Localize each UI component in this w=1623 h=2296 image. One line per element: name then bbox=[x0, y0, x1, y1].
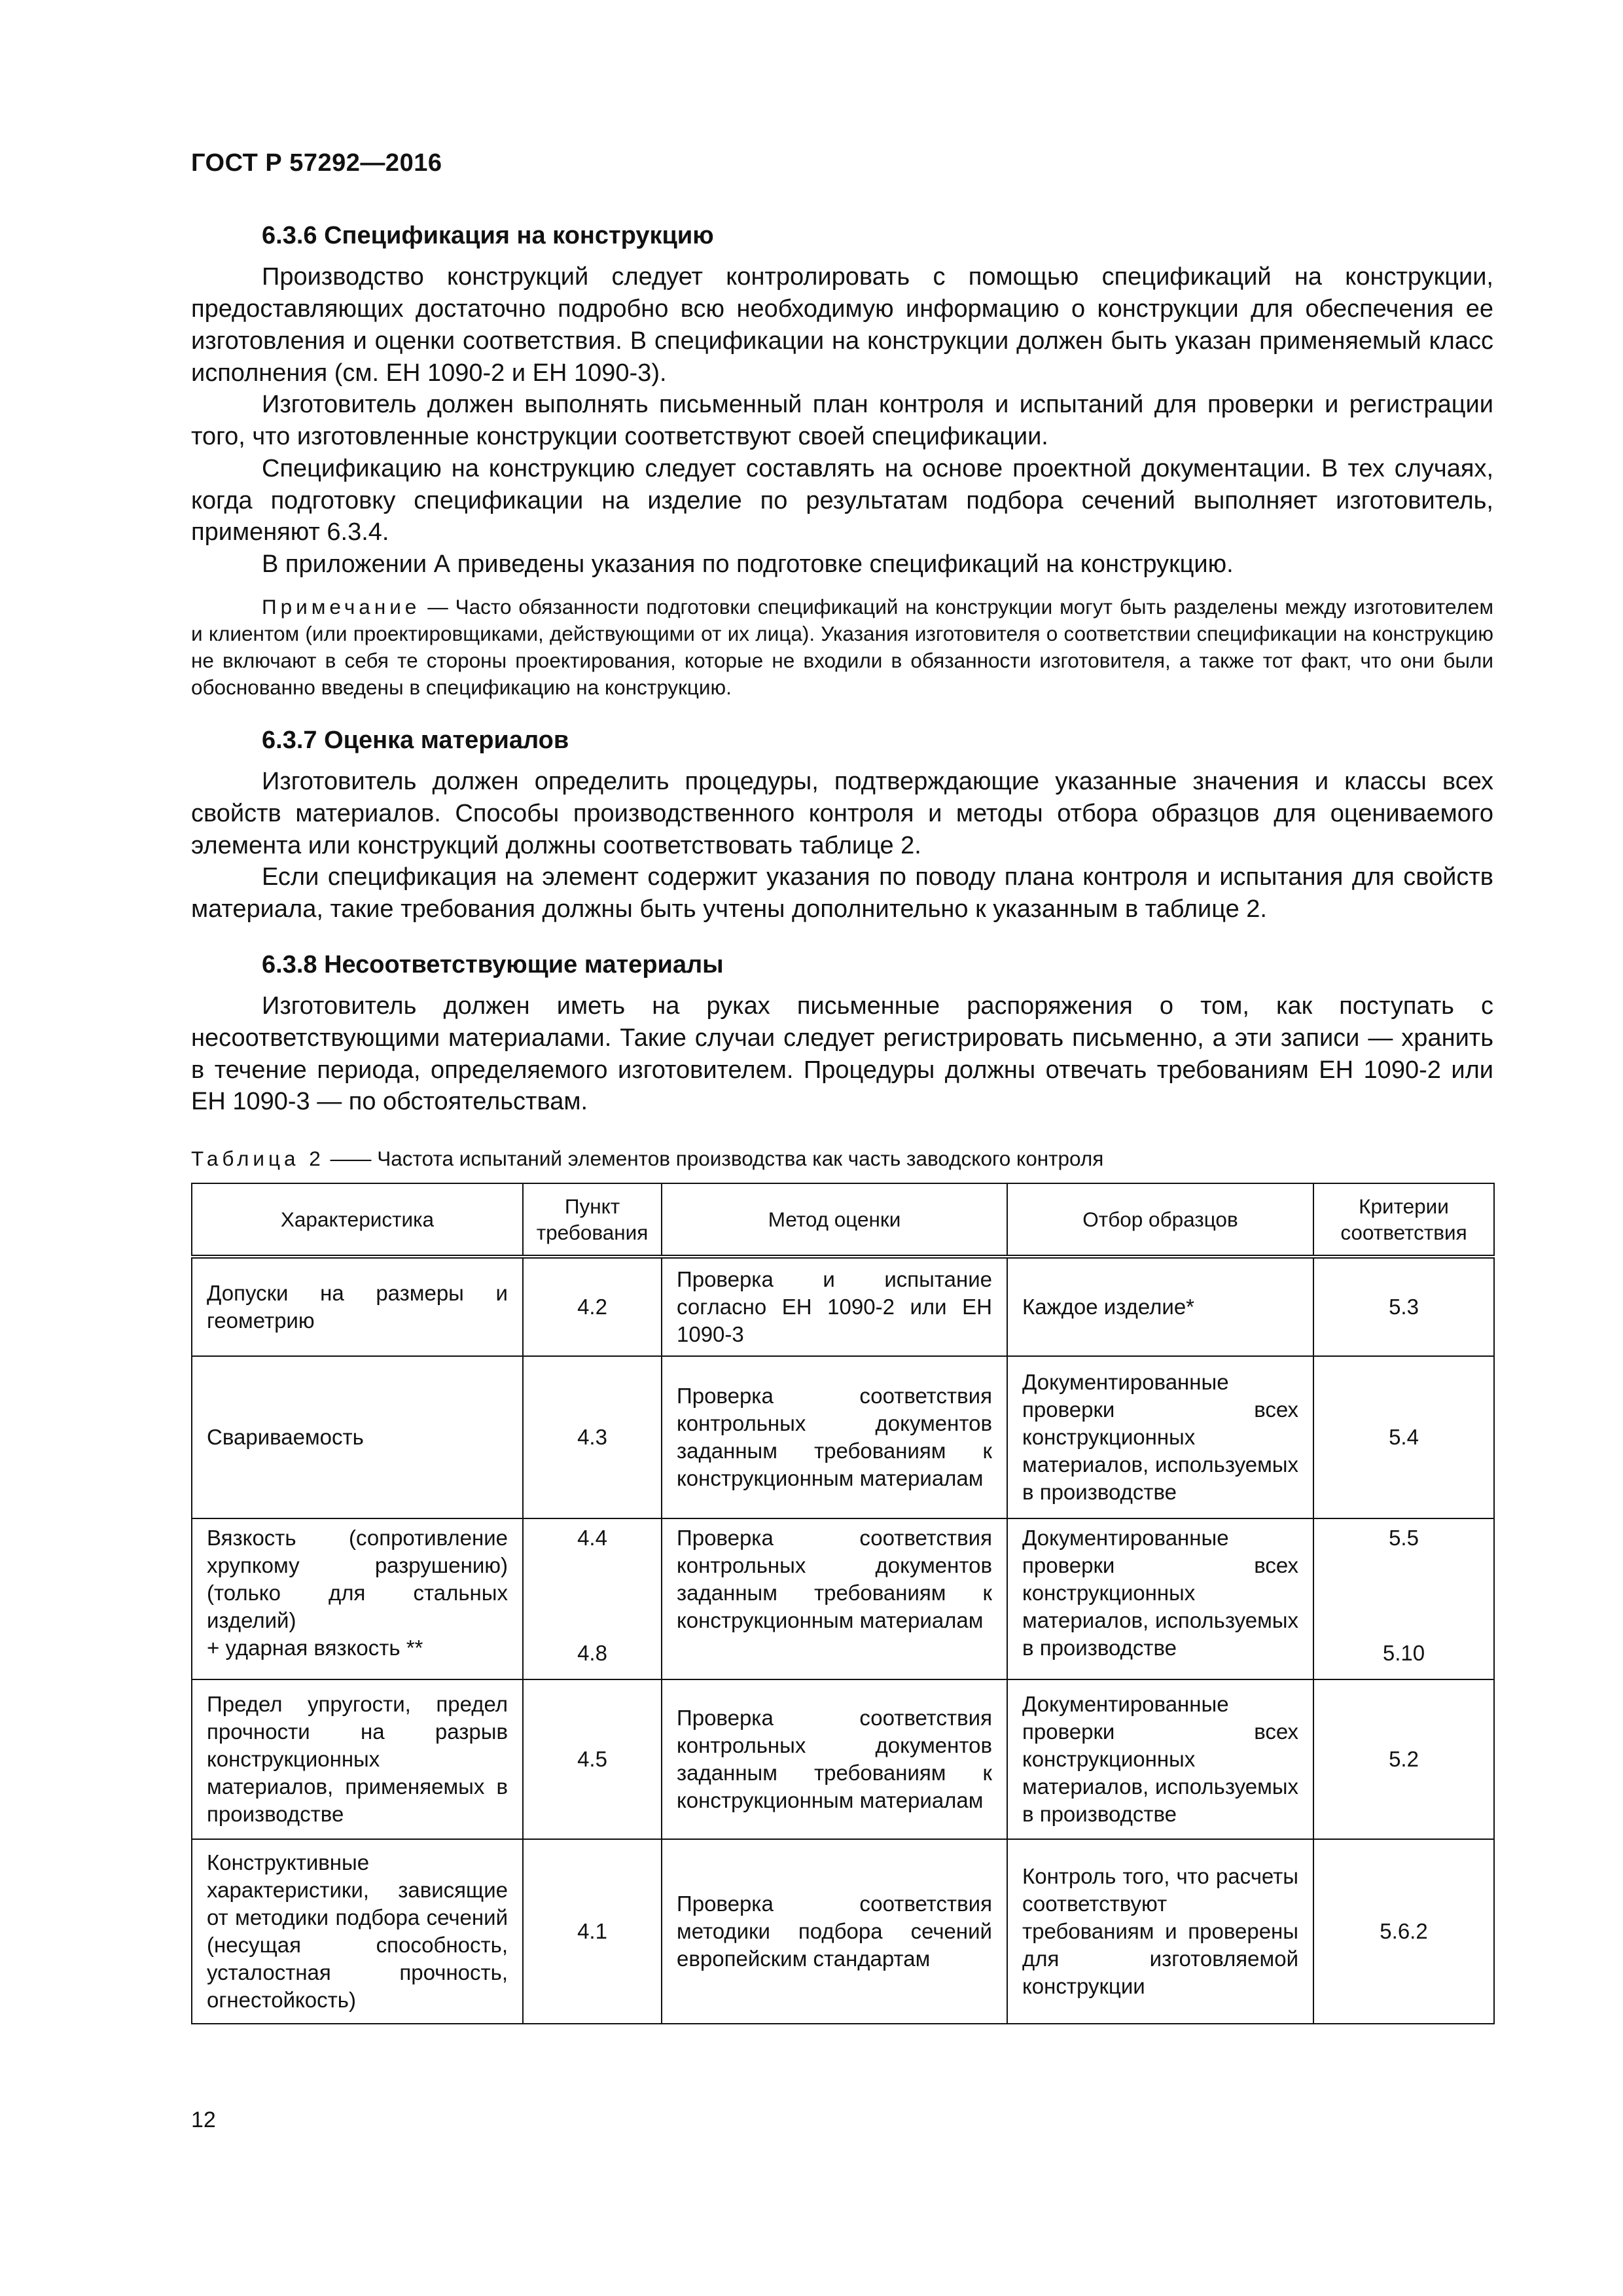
column-header-clause: Пункт требования bbox=[523, 1183, 662, 1257]
section-636-note bbox=[191, 594, 1493, 701]
column-header-method: Метод оценки bbox=[662, 1183, 1007, 1257]
cell-sampling: Контроль того, что расчеты соответствуют требованиям и проверены для изготовляемой конструкции bbox=[1007, 1839, 1313, 2024]
column-header-characteristic: Характеристика bbox=[192, 1183, 523, 1257]
cell-method: Проверка соответствия контрольных документов заданным требованиям к конструкционным материалам bbox=[662, 1679, 1007, 1839]
table-caption bbox=[191, 1147, 1493, 1171]
criteria-extra-text: 5.10 bbox=[1382, 1641, 1425, 1666]
note-label: Примечание bbox=[262, 594, 421, 619]
table-row bbox=[192, 1356, 1494, 1518]
cell-method: Проверка и испытание согласно ЕН 1090-2 или ЕН 1090-3 bbox=[662, 1257, 1007, 1356]
section-638-heading: 6.3.8 Несоответствующие материалы bbox=[262, 950, 724, 978]
cell-criteria: 5.4 bbox=[1313, 1356, 1494, 1518]
table-caption-label: Таблица 2 bbox=[191, 1147, 325, 1171]
section-637-paragraph: Если спецификация на элемент содержит указания по поводу плана контроля и испытания для свойств материала, такие требования должны быть учтены дополнительно к указанным в таблице 2. bbox=[191, 863, 1493, 924]
section-637-heading: 6.3.7 Оценка материалов bbox=[262, 726, 569, 754]
section-636-heading: 6.3.6 Спецификация на конструкцию bbox=[262, 222, 714, 249]
cell-clause: 4.1 bbox=[523, 1839, 662, 2024]
cell-characteristic: Предел упругости, предел прочности на разрыв конструкционных материалов, применяемых в производстве bbox=[192, 1679, 523, 1839]
criteria-text: 5.5 bbox=[1389, 1526, 1419, 1551]
page-content bbox=[191, 220, 1493, 2024]
table-header-row bbox=[192, 1183, 1494, 1257]
cell-characteristic: Допуски на размеры и геометрию bbox=[192, 1257, 523, 1356]
section-637-paragraph: Изготовитель должен определить процедуры, подтверждающие указанные значения и классы всех свойств материалов. Способы производственного контроля и методы отбора образцов для оцениваемого элемента или конструкций должны соответствовать таблице 2. bbox=[191, 768, 1493, 859]
clause-text: 4.4 bbox=[577, 1526, 607, 1551]
column-header-criteria: Критерии соответствия bbox=[1313, 1183, 1494, 1257]
table-row bbox=[192, 1518, 1494, 1679]
cell-sampling: Документированные проверки всех конструкционных материалов, используемых в производстве bbox=[1007, 1356, 1313, 1518]
table-row bbox=[192, 1839, 1494, 2024]
cell-criteria bbox=[1313, 1518, 1494, 1679]
clause-extra-text: 4.8 bbox=[577, 1641, 607, 1666]
table-caption-text: —— Частота испытаний элементов производства как часть заводского контроля bbox=[324, 1147, 1104, 1171]
section-636-paragraph: Спецификацию на конструкцию следует составлять на основе проектной документации. В тех случаях, когда подготовку спецификации на изделие по результатам подбора сечений выполняет изготовитель, применяют 6.3.4. bbox=[191, 454, 1493, 547]
cell-clause bbox=[523, 1518, 662, 1679]
section-636-paragraph: Изготовитель должен выполнять письменный план контроля и испытаний для проверки и регистрации того, что изготовленные конструкции соответствуют своей спецификации. bbox=[191, 391, 1493, 451]
column-header-sampling: Отбор образцов bbox=[1007, 1183, 1313, 1257]
cell-characteristic bbox=[192, 1518, 523, 1679]
section-636-paragraph: Производство конструкций следует контролировать с помощью спецификаций на конструкции, предоставляющих достаточно подробно всю необходимую информацию о конструкции для обеспечения ее изготовления и оценки соответствия. В спецификации на конструкции должен быть указан применяемый класс исполнения (см. ЕН 1090-2 и ЕН 1090-3). bbox=[191, 263, 1493, 387]
frequency-table bbox=[191, 1183, 1495, 2024]
cell-clause: 4.2 bbox=[523, 1257, 662, 1356]
cell-criteria: 5.2 bbox=[1313, 1679, 1494, 1839]
cell-sampling: Документированные проверки всех конструкционных материалов, используемых в производстве bbox=[1007, 1518, 1313, 1679]
cell-characteristic: Свариваемость bbox=[192, 1356, 523, 1518]
cell-sampling: Документированные проверки всех конструкционных материалов, используемых в производстве bbox=[1007, 1679, 1313, 1839]
cell-characteristic: Конструктивные характеристики, зависящие от методики подбора сечений (несущая способность, усталостная прочность, огнестойкость) bbox=[192, 1839, 523, 2024]
cell-clause: 4.5 bbox=[523, 1679, 662, 1839]
cell-clause: 4.3 bbox=[523, 1356, 662, 1518]
cell-criteria: 5.3 bbox=[1313, 1257, 1494, 1356]
section-636-paragraph: В приложении А приведены указания по подготовке спецификаций на конструкцию. bbox=[262, 550, 1234, 579]
cell-sampling: Каждое изделие* bbox=[1007, 1257, 1313, 1356]
cell-method: Проверка соответствия контрольных документов заданным требованиям к конструкционным материалам bbox=[662, 1356, 1007, 1518]
page-number: 12 bbox=[191, 2108, 216, 2132]
table-row bbox=[192, 1257, 1494, 1356]
cell-method: Проверка соответствия методики подбора сечений европейским стандартам bbox=[662, 1839, 1007, 2024]
table-row bbox=[192, 1679, 1494, 1839]
cell-method: Проверка соответствия контрольных документов заданным требованиям к конструкционным материалам bbox=[662, 1518, 1007, 1679]
note-text: — Часто обязанности подготовки спецификаций на конструкции могут быть разделены между изготовителем и клиентом (или проектировщиками, действующими от их лица). Указания изготовителя о соответствии спецификации на конструкцию не включают в себя те стороны проектирования, которые не входили в обязанности изготовителя, а также тот факт, что они были обоснованно введены в спецификацию на конструкцию. bbox=[191, 594, 1493, 699]
document-header: ГОСТ Р 57292—2016 bbox=[191, 149, 442, 177]
characteristic-extra-text: + ударная вязкость ** bbox=[207, 1635, 423, 1660]
section-638-paragraph: Изготовитель должен иметь на руках письменные распоряжения о том, как поступать с несоответствующими материалами. Такие случаи следует регистрировать письменно, а эти записи — хранить в течение периода, определяемого изготовителем. Процедуры должны отвечать требованиям ЕН 1090-2 или ЕН 1090-3 — по обстоятельствам. bbox=[191, 992, 1493, 1116]
characteristic-text: Вязкость (сопротивление хрупкому разрушению) (только для стальных изделий) bbox=[207, 1526, 508, 1632]
cell-criteria: 5.6.2 bbox=[1313, 1839, 1494, 2024]
